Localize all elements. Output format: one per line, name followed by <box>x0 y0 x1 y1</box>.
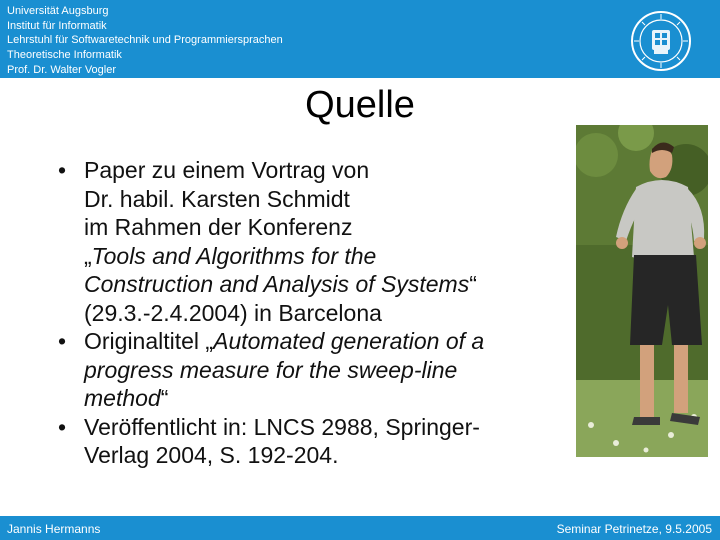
presenter-name: Jannis Hermanns <box>7 522 101 536</box>
footer-bar <box>0 516 720 540</box>
bullet-item <box>58 156 578 327</box>
institution-line: Prof. Dr. Walter Vogler <box>7 63 117 76</box>
bullet-text: Veröffentlicht in: LNCS 2988, Springer- <box>84 413 480 440</box>
seminar-date: Seminar Petrinetze, 9.5.2005 <box>556 522 712 536</box>
bullet-text-italic: Tools and Algorithms for the <box>91 242 377 269</box>
bullet-icon: • <box>58 413 67 440</box>
institution-line: Lehrstuhl für Softwaretechnik und Programmiersprachen <box>7 34 283 47</box>
bullet-text: „ <box>84 242 92 269</box>
header-bar <box>0 0 720 78</box>
bullet-text-italic: method <box>84 385 161 411</box>
bullet-text: (29.3.-2.4.2004) in Barcelona <box>84 299 382 326</box>
institution-line: Theoretische Informatik <box>7 49 122 62</box>
speaker-photo <box>576 125 708 457</box>
bullet-icon: • <box>58 328 67 354</box>
bullet-text: “ <box>160 385 169 411</box>
institution-info <box>7 4 283 78</box>
bullet-text: Dr. habil. Karsten Schmidt <box>84 185 350 212</box>
bullet-text-italic: Automated generation of a <box>213 328 485 354</box>
bullet-text-italic: Construction and Analysis of Systems <box>84 271 470 297</box>
institution-line: Universität Augsburg <box>7 5 109 17</box>
bullet-item <box>58 413 578 470</box>
institution-line: Institut für Informatik <box>7 19 107 32</box>
bullet-item <box>58 327 578 413</box>
bullet-text-italic: progress measure for the sweep-line <box>84 356 458 383</box>
bullet-text: Verlag 2004, S. 192-204. <box>84 442 339 468</box>
bullet-list <box>58 156 578 470</box>
bullet-icon: • <box>58 157 67 183</box>
bullet-text: im Rahmen der Konferenz <box>84 214 353 240</box>
bullet-text: Originaltitel „ <box>84 328 214 354</box>
slide-title: Quelle <box>305 84 415 126</box>
bullet-text: “ <box>469 271 477 297</box>
bullet-text: Paper zu einem Vortrag von <box>84 157 370 183</box>
university-seal-icon <box>630 10 692 72</box>
